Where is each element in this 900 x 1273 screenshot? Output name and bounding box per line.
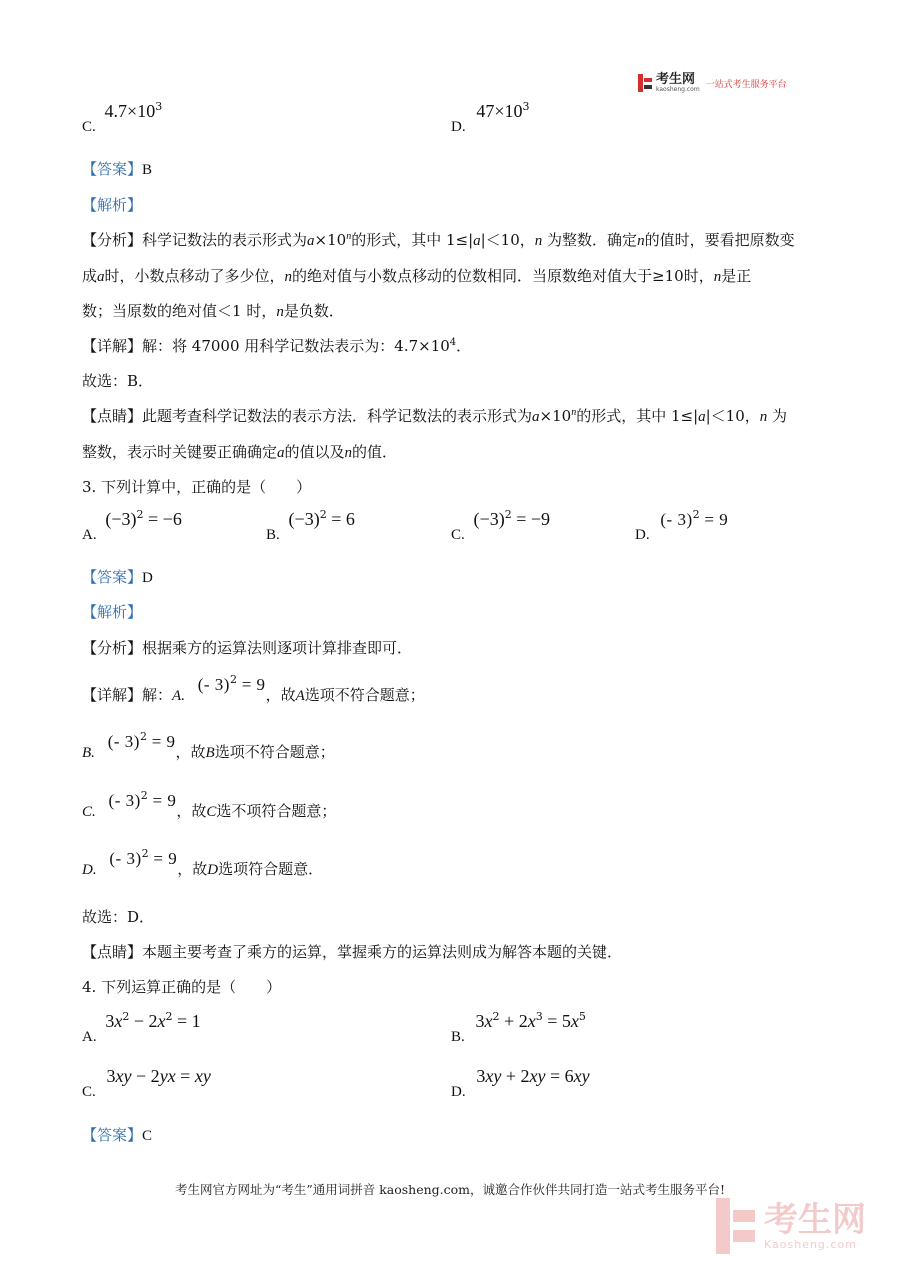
q2-option-c: C. $4.7\times 10^3$: [82, 100, 163, 135]
q3-guxuan: 故选：D．: [82, 908, 155, 926]
q2-option-d: D. $47\times 10^3$: [451, 100, 530, 135]
watermark-url: Kaosheng.com: [764, 1237, 857, 1251]
q2-xiangjie: 【详解】解：将 47000 用科学记数法表示为：$4.7\times 10^4$．: [82, 337, 472, 355]
q3-detail-a: 【详解】解：A. (- 3)$^2$ = 9，故A选项不符合题意；: [82, 673, 425, 704]
q2-analysis-label: 【解析】: [82, 196, 143, 214]
q3-answer: 【答案】D: [82, 568, 153, 586]
brand-name: 考生网: [656, 72, 696, 87]
kaosheng-logo-icon: [638, 74, 652, 92]
q4-answer: 【答案】C: [82, 1126, 153, 1144]
brand-url: kaosheng.com: [656, 86, 700, 93]
header-logo: [638, 72, 787, 94]
page-footer: 考生网官方网址为“考生”通用词拼音 kaosheng.com，诚邀合作伙伴共同打造一站式考生服务平台!: [174, 1182, 726, 1197]
q4-stem: 4. 下列运算正确的是（ ）: [82, 978, 282, 996]
q3-option-a: A. $(-3)^2 = -6$: [82, 508, 182, 543]
q4-option-d: D. 3xy + 2xy = 6xy: [451, 1066, 590, 1100]
q3-option-d: D. (- 3)$^2$ = 9: [635, 508, 729, 543]
brand-slogan: 一站式考生服务平台: [705, 79, 787, 90]
q3-dianjing: 【点睛】本题主要考查了乘方的运算，掌握乘方的运算法则成为解答本题的关键．: [82, 943, 623, 961]
q4-option-c: C. 3xy − 2yx = xy: [82, 1066, 211, 1100]
q3-detail-c: C. (- 3)$^2$ = 9，故C选不项符合题意；: [82, 789, 337, 820]
watermark: [716, 1198, 866, 1254]
q3-detail-b: B. (- 3)$^2$ = 9，故B选项不符合题意；: [82, 730, 335, 761]
q4-option-b: B. $3x^2 + 2x^3 = 5x^5$: [451, 1010, 586, 1045]
q3-option-c: C. $(-3)^2 = -9$: [451, 508, 550, 543]
q3-analysis-label: 【解析】: [82, 603, 143, 621]
q2-guxuan: 故选：B．: [82, 372, 154, 390]
q3-stem: 3. 下列计算中，正确的是（ ）: [82, 478, 312, 496]
q2-answer: 【答案】B: [82, 160, 153, 178]
q2-dianjing-line1: 【点睛】此题考查科学记数法的表示方法．科学记数法的表示形式为$a\times 10^n$的形式，其中 1≤|a|＜10，n 为: [82, 407, 788, 425]
q2-fenxi-line2: 成a时，小数点移动了多少位，n的绝对值与小数点移动的位数相同．当原数绝对值大于≥10时，n是正: [82, 267, 752, 285]
watermark-brand: 考生网: [764, 1199, 866, 1240]
q2-fenxi-line1: 【分析】科学记数法的表示形式为$a\times 10^n$的形式，其中 1≤|a|＜10，n 为整数．确定n的值时，要看把原数变: [82, 231, 795, 249]
q2-fenxi-line3: 数；当原数的绝对值＜1 时，n是负数．: [82, 302, 344, 320]
q3-fenxi: 【分析】根据乘方的运算法则逐项计算排查即可．: [82, 639, 413, 657]
q4-option-a: A. $3x^2 - 2x^2 = 1$: [82, 1010, 201, 1045]
q3-detail-d: D. (- 3)$^2$ = 9，故D选项符合题意．: [82, 847, 324, 878]
q3-option-b: B. $(-3)^2 = 6$: [266, 508, 355, 543]
q2-dianjing-line2: 整数，表示时关键要正确确定a的值以及n的值．: [82, 443, 398, 461]
watermark-logo-icon: [716, 1198, 756, 1254]
